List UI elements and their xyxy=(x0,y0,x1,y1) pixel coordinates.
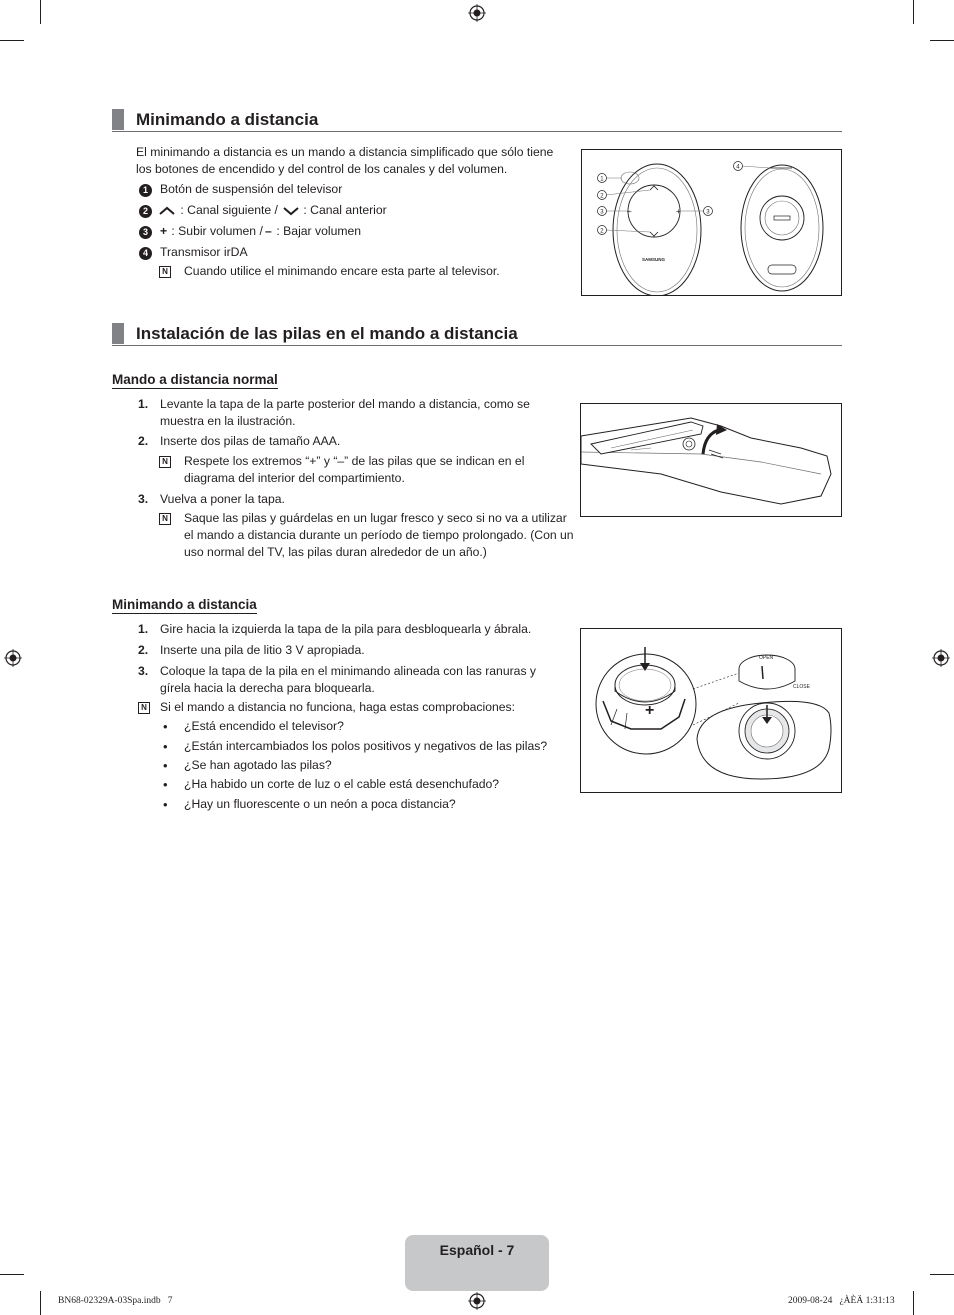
footer-timestamp: 2009-08-24 ¿ÀÈÄ 1:31:13 xyxy=(788,1296,895,1306)
note-text: Cuando utilice el minimando encare esta parte al televisor. xyxy=(184,264,500,278)
item-text: Transmisor irDA xyxy=(160,245,248,259)
note-text: Respete los extremos “+” y “–” de las pilas que se indican en el diagrama del interior del compartimiento. xyxy=(184,454,525,485)
remote-back-cover-illustration xyxy=(581,404,841,516)
crop-mark xyxy=(913,1291,914,1315)
section-title-batteries xyxy=(112,323,842,346)
fig-open-label: OPEN xyxy=(759,655,774,661)
section-title-mini-remote xyxy=(112,109,842,132)
note-text: Si el mando a distancia no funciona, haga estas comprobaciones: xyxy=(160,700,516,714)
fig-plus: + xyxy=(645,702,655,719)
note-icon: N xyxy=(159,513,171,525)
bullet: • xyxy=(163,797,168,812)
crop-mark xyxy=(913,0,914,24)
item-text: Botón de suspensión del televisor xyxy=(160,182,343,196)
item-text: : Subir volumen / xyxy=(168,224,267,238)
mini-remote-illustration xyxy=(582,150,841,295)
step-number: 1. xyxy=(138,397,149,411)
check-item: ¿Ha habido un corte de luz o el cable está desenchufado? xyxy=(184,777,500,791)
step-text: Gire hacia la izquierda la tapa de la pila para desbloquearla y ábrala. xyxy=(160,622,532,636)
registration-mark-icon xyxy=(468,4,486,22)
check-item: ¿Están intercambiados los polos positivos y negativos de las pilas? xyxy=(184,739,548,753)
step-text: Vuelva a poner la tapa. xyxy=(160,492,285,506)
item-text: : Canal anterior xyxy=(300,203,387,217)
minus-symbol: – xyxy=(265,224,272,238)
registration-mark-icon xyxy=(468,1292,486,1310)
step-number: 2. xyxy=(138,643,149,657)
crop-mark xyxy=(40,0,41,24)
page-label: Español - 7 xyxy=(439,1242,515,1258)
remote-battery-figure xyxy=(580,403,842,517)
bullet: • xyxy=(163,719,168,734)
callout-1-icon: 1 xyxy=(139,184,152,197)
check-item: ¿Está encendido el televisor? xyxy=(184,719,344,733)
fig-close-label: CLOSE xyxy=(793,684,810,690)
fig-callout: 2 xyxy=(600,193,604,200)
plus-symbol: + xyxy=(160,224,168,238)
chevron-down-icon xyxy=(283,206,299,216)
check-item: ¿Se han agotado las pilas? xyxy=(184,758,332,772)
coin-battery-illustration xyxy=(581,629,841,792)
item-text: : Bajar volumen xyxy=(273,224,362,238)
fig-callout: 2 xyxy=(600,228,604,235)
step-text: Inserte dos pilas de tamaño AAA. xyxy=(160,434,341,448)
registration-mark-icon xyxy=(4,649,22,667)
section-title-text: Minimando a distancia xyxy=(136,110,319,129)
step-text: Levante la tapa de la parte posterior del mando a distancia, como se muestra en la ilustración. xyxy=(160,397,530,428)
step-text: Inserte una pila de litio 3 V apropiada. xyxy=(160,643,365,657)
intro-paragraph: El minimando a distancia es un mando a distancia simplificado que sólo tiene los botones de encendido y del control de los canales y del volumen. xyxy=(136,145,554,176)
registration-mark-icon xyxy=(932,649,950,667)
mini-remote-battery-figure xyxy=(580,628,842,793)
bullet: • xyxy=(163,739,168,754)
fig-callout: 3 xyxy=(600,209,604,216)
subheading-mini-remote: Minimando a distancia xyxy=(112,597,257,612)
crop-mark xyxy=(40,1291,41,1315)
title-bar xyxy=(112,109,124,130)
check-item: ¿Hay un fluorescente o un neón a poca distancia? xyxy=(184,797,456,811)
callout-3-icon: 3 xyxy=(139,226,152,239)
note-icon: N xyxy=(159,266,171,278)
step-number: 3. xyxy=(138,492,149,506)
step-number: 2. xyxy=(138,434,149,448)
step-number: 3. xyxy=(138,664,149,678)
bullet: • xyxy=(163,758,168,773)
fig-callout: 4 xyxy=(736,164,740,171)
crop-mark xyxy=(930,1274,954,1275)
crop-mark xyxy=(930,40,954,41)
page-number-tab xyxy=(405,1235,549,1291)
step-text: Coloque la tapa de la pila en el minimando alineada con las ranuras y gírela hacia la derecha para bloquearla. xyxy=(160,664,537,695)
fig-callout: 1 xyxy=(600,176,604,183)
note-text: Saque las pilas y guárdelas en un lugar fresco y seco si no va a utilizar el mando a distancia durante un período de tiempo prolongado. (Con un uso normal del TV, las pilas duran alrededor de un año.) xyxy=(184,511,574,559)
note-icon: N xyxy=(138,702,150,714)
callout-4-icon: 4 xyxy=(139,247,152,260)
crop-mark xyxy=(0,40,24,41)
mini-remote-figure xyxy=(581,149,842,296)
item-text: : Canal siguiente / xyxy=(177,203,282,217)
chevron-up-icon xyxy=(159,206,175,216)
step-number: 1. xyxy=(138,622,149,636)
section-title-text: Instalación de las pilas en el mando a distancia xyxy=(136,324,518,343)
crop-mark xyxy=(0,1274,24,1275)
note-icon: N xyxy=(159,456,171,468)
bullet: • xyxy=(163,777,168,792)
callout-2-icon: 2 xyxy=(139,205,152,218)
fig-plus: + xyxy=(676,207,681,216)
fig-brand: SAMSUNG xyxy=(642,257,666,262)
subheading-normal-remote: Mando a distancia normal xyxy=(112,372,278,387)
fig-callout: 3 xyxy=(706,209,710,216)
title-bar xyxy=(112,323,124,344)
fig-minus: – xyxy=(627,207,632,216)
footer-file-info: BN68-02329A-03Spa.indb 7 xyxy=(58,1296,173,1306)
